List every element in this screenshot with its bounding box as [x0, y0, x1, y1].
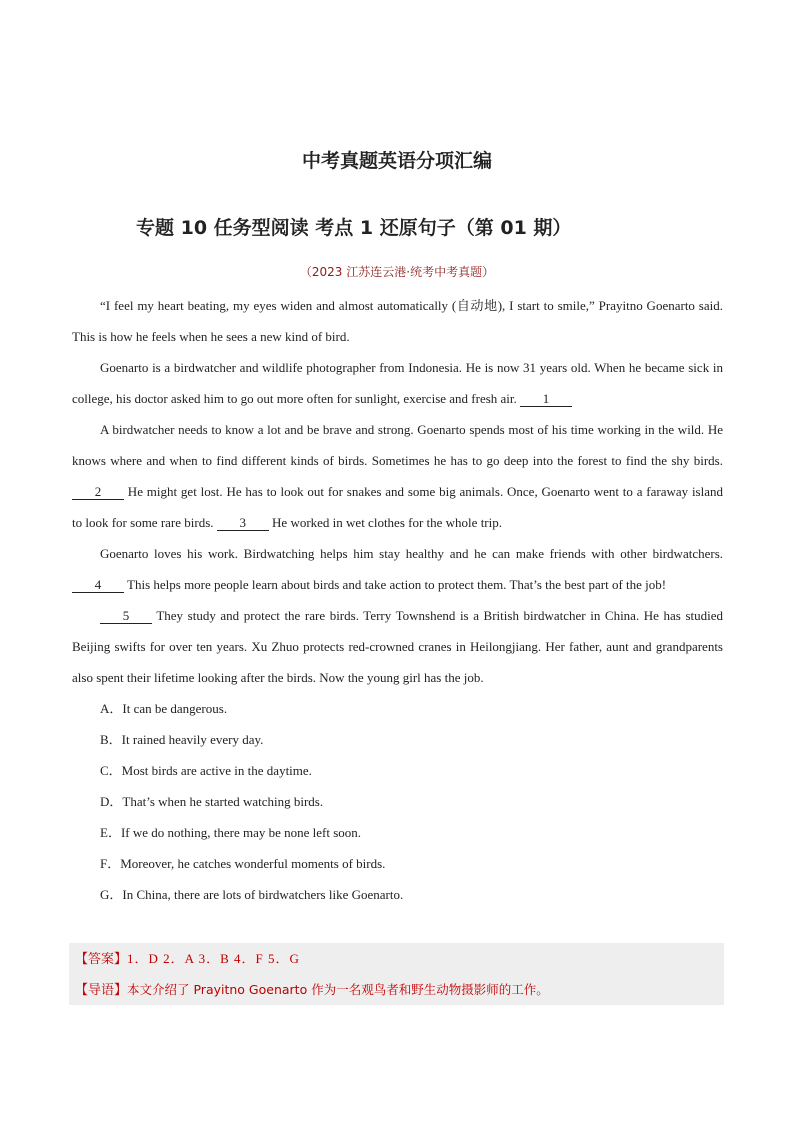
- answer-text: 1．D 2．A 3．B 4．F 5．G: [127, 951, 300, 966]
- option-c: C．Most birds are active in the daytime.: [100, 763, 312, 778]
- paragraph-3: [72, 414, 723, 538]
- option-d: D．That’s when he started watching birds.: [100, 794, 324, 809]
- paragraph-4-text-b: This helps more people learn about birds and take action to protect them. That’s the best part of the job!: [124, 577, 667, 592]
- paragraph-4: [72, 538, 723, 600]
- guide-tag: 【导语】: [75, 983, 128, 998]
- option-f: F．Moreover, he catches wonderful moments of birds.: [100, 856, 386, 871]
- section-subtitle: 专题 10 任务型阅读 考点 1 还原句子（第 01 期）: [136, 217, 572, 239]
- paragraph-3-text-c: He worked in wet clothes for the whole trip.: [268, 515, 502, 530]
- blank-2: 2: [72, 484, 124, 500]
- blank-3: 3: [217, 515, 269, 531]
- answer-box: [69, 943, 724, 1005]
- paragraph-2-text: Goenarto is a birdwatcher and wildlife photographer from Indonesia. He is now 31 years old. When he became sick in college, his doctor asked him to go out more often for sunlight, exercise and fresh air.: [72, 360, 723, 406]
- reading-passage: [72, 290, 723, 910]
- question-source: （2023 江苏连云港·统考中考真题）: [299, 265, 495, 279]
- option-b: B．It rained heavily every day.: [100, 732, 264, 747]
- option-g: G．In China, there are lots of birdwatchers like Goenarto.: [100, 887, 404, 902]
- option-e: E．If we do nothing, there may be none left soon.: [100, 825, 362, 840]
- answer-row: [69, 943, 724, 974]
- paragraph-3-text-b: He might get lost. He has to look out for snakes and some big animals. Once, Goenarto went to a faraway island to look for some rare birds.: [72, 484, 723, 530]
- answer-tag: 【答案】: [75, 952, 128, 967]
- blank-4: 4: [72, 577, 124, 593]
- options-list: [72, 693, 723, 910]
- paragraph-3-text-a: A birdwatcher needs to know a lot and be brave and strong. Goenarto spends most of his time working in the wild. He knows where and when to find different kinds of birds. Sometimes he has to go deep into the forest to find the shy birds.: [72, 422, 723, 468]
- guide-text: 本文介绍了 Prayitno Goenarto 作为一名观鸟者和野生动物摄影师的工作。: [127, 982, 549, 997]
- paragraph-5: [72, 600, 723, 693]
- blank-5: 5: [100, 608, 152, 624]
- paragraph-1: [72, 290, 723, 352]
- blank-1: 1: [520, 391, 572, 407]
- paragraph-4-text-a: Goenarto loves his work. Birdwatching helps him stay healthy and he can make friends with other birdwatchers.: [100, 546, 723, 561]
- option-a: A．It can be dangerous.: [100, 701, 228, 716]
- guide-row: [69, 974, 724, 1005]
- page-title: 中考真题英语分项汇编: [301, 150, 492, 172]
- paragraph-5-text: They study and protect the rare birds. Terry Townshend is a British birdwatcher in China. He has studied Beijing swifts for over ten years. Xu Zhuo protects red-crowned cranes in Heilongjiang. Her father, aunt and grandparents also spent their lifetime looking after the birds. Now the young girl has the job.: [72, 608, 723, 685]
- paragraph-1-text: “I feel my heart beating, my eyes widen and almost automatically (自动地), I start to smile,” Prayitno Goenarto said. This is how he feels when he sees a new kind of bird.: [72, 298, 723, 344]
- paragraph-2: [72, 352, 723, 414]
